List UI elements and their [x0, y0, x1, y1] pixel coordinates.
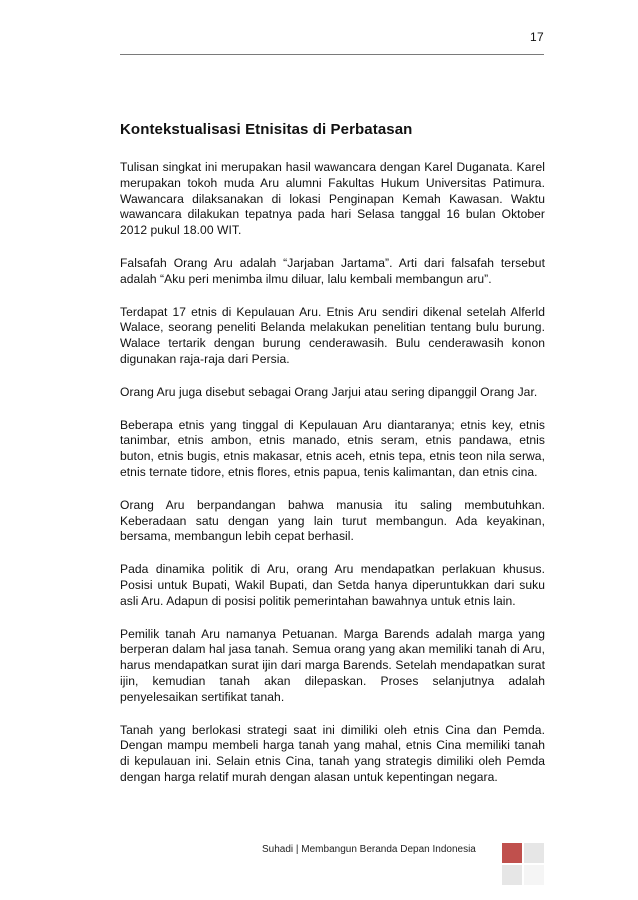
header-divider: [120, 54, 544, 55]
footer-caption: Suhadi | Membangun Beranda Depan Indonesia: [262, 844, 476, 855]
paragraph-strategic-land: Tanah yang berlokasi strategi saat ini dimiliki oleh etnis Cina dan Pemda. Dengan mampu membeli harga tanah yang mahal, etnis Cina memiliki tanah di kepulauan ini. Selain etnis Cina, tanah yang strategis dimiliki oleh Pemda dengan harga relatif murah dengan alasan untuk kepentingan negara.: [120, 722, 545, 784]
decor-square-gray: [524, 843, 544, 863]
article-body: [120, 120, 545, 803]
paragraph-orang-jarjui: Orang Aru juga disebut sebagai Orang Jarjui atau sering dipanggil Orang Jar.: [120, 384, 538, 399]
footer-decoration: [502, 843, 544, 885]
paragraph-land-ownership: Pemilik tanah Aru namanya Petuanan. Marga Barends adalah marga yang berperan dalam hal jasa tanah. Semua orang yang akan memiliki tanah di Aru, harus mendapatkan surat ijin dari marga Barends. Setelah mendapatkan surat ijin, kemudian tanah akan dilepaskan. Proses selanjutnya adalah penyelesaikan sertifikat tanah.: [120, 626, 545, 704]
decor-square-red: [502, 843, 522, 863]
paragraph-mutual-need: Orang Aru berpandangan bahwa manusia itu saling membutuhkan. Keberadaan satu dengan yang lain turut membangun. Ada keyakinan, bersama, membangun lebih cepat berhasil.: [120, 497, 545, 544]
page-number: 17: [530, 30, 544, 44]
paragraph-political-dynamics: Pada dinamika politik di Aru, orang Aru mendapatkan perlakuan khusus. Posisi untuk Bupati, Wakil Bupati, dan Setda hanya diperuntukkan dari suku asli Aru. Adapun di posisi politik pemerintahan bawahnya untuk etnis lain.: [120, 562, 545, 608]
article-title: Kontekstualisasi Etnisitas di Perbatasan: [120, 121, 413, 138]
paragraph-ethnic-count: Terdapat 17 etnis di Kepulauan Aru. Etnis Aru sendiri dikenal setelah Alferld Walace, seorang peneliti Belanda melakukan penelitian tentang bulu burung. Walace tertarik dengan burung cenderawasih. Bulu cenderawasih konon digunakan raja-raja dari Persia.: [120, 304, 545, 366]
decor-square-gray: [502, 865, 522, 885]
decor-square-faint: [524, 865, 544, 885]
paragraph-interview-intro: Tulisan singkat ini merupakan hasil wawancara dengan Karel Duganata. Karel merupakan tokoh muda Aru alumni Fakultas Hukum Universitas Patimura. Wawancara dilaksanakan di lokasi Penginapan Kemah Kawasan. Waktu wawancara dilakukan tepatnya pada hari Selasa tanggal 16 bulan Oktober 2012 pukul 18.00 WIT.: [120, 160, 545, 238]
paragraph-falsafah: Falsafah Orang Aru adalah “Jarjaban Jartama”. Arti dari falsafah tersebut adalah “Aku peri menimba ilmu diluar, lalu kembali membangun aru”.: [120, 255, 545, 286]
paragraph-ethnic-list: Beberapa etnis yang tinggal di Kepulauan Aru diantaranya; etnis key, etnis tanimbar, etnis ambon, etnis manado, etnis seram, etnis pandawa, etnis buton, etnis bugis, etnis makasar, etnis aceh, etnis tepa, etnis teon nila serwa, etnis ternate tidore, etnis flores, etnis papua, tenis kalimantan, dan etnis cina.: [120, 417, 545, 479]
